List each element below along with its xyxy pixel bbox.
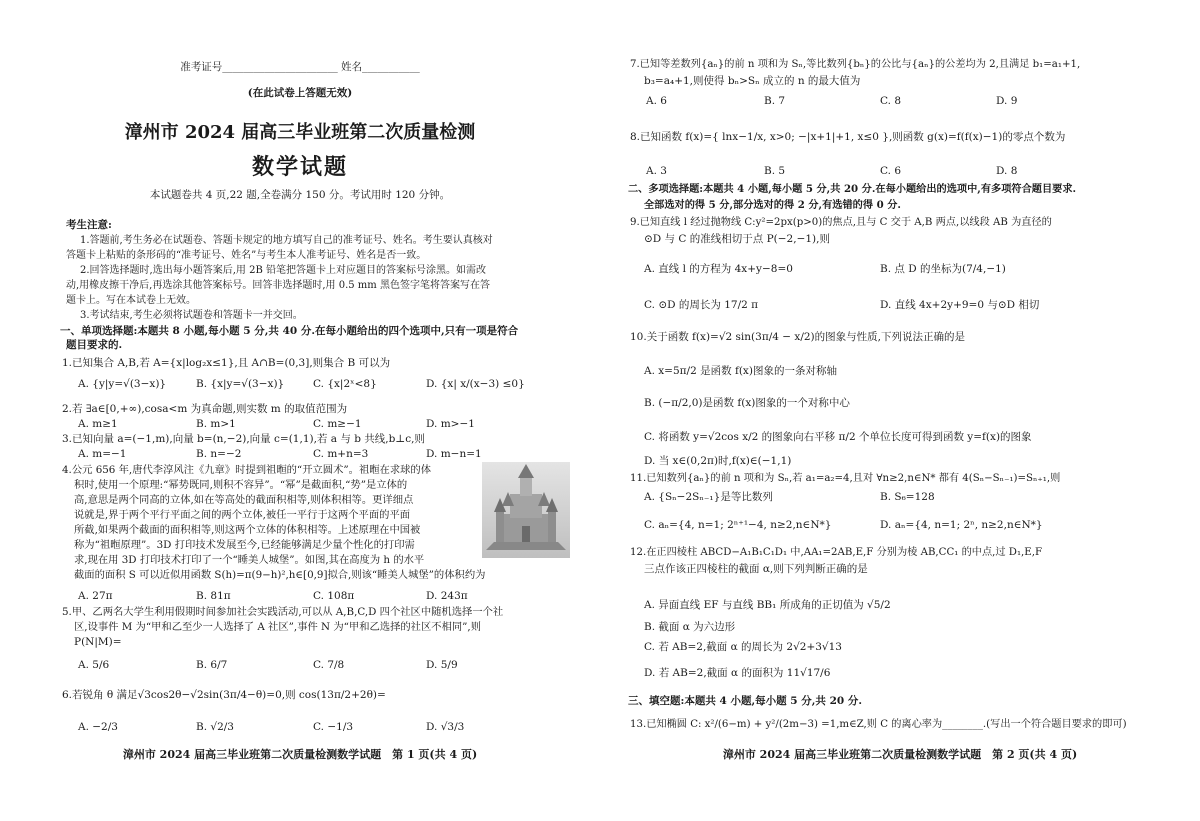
q9-option-c: C. ⊙D 的周长为 17/2 π bbox=[644, 299, 759, 311]
q3-option-d: D. m−n=1 bbox=[426, 448, 482, 460]
question-12-line: 12.在正四棱柱 ABCD−A₁B₁C₁D₁ 中,AA₁=2AB,E,F 分别为棱 AB,CC₁ 的中点,过 D₁,E,F bbox=[630, 547, 1043, 558]
page-2-footer: 漳州市 2024 届高三毕业班第二次质量检测数学试题 第 2 页(共 4 页) bbox=[722, 748, 1078, 761]
q12-option-d: D. 若 AB=2,截面 α 的面积为 11√17/6 bbox=[644, 667, 831, 679]
section-2-heading: 二、多项选择题:本题共 4 小题,每小题 5 分,共 20 分.在每小题给出的选项中,有多项符合题目要求. bbox=[628, 183, 1077, 195]
question-1: 1.已知集合 A,B,若 A={x|log₂x≤1},且 A∩B=(0,3],则集合 B 可以为 bbox=[62, 357, 391, 369]
q1-option-b: B. {x|y=√(3−x)} bbox=[196, 378, 285, 390]
q12-option-a: A. 异面直线 EF 与直线 BB₁ 所成角的正切值为 √5/2 bbox=[644, 599, 891, 611]
q12-option-b: B. 截面 α 为六边形 bbox=[644, 621, 736, 633]
attention-line: 题卡上。写在本试卷上无效。 bbox=[66, 295, 196, 306]
q10-option-a: A. x=5π/2 是函数 f(x)图象的一条对称轴 bbox=[644, 365, 837, 377]
q5-option-a: A. 5/6 bbox=[78, 659, 110, 671]
q10-option-c: C. 将函数 y=√2cos x/2 的图象向右平移 π/2 个单位长度可得到函数 y=f(x)的图象 bbox=[644, 431, 1032, 443]
attention-line: 2.回答选择题时,选出每小题答案后,用 2B 铅笔把答题卡上对应题目的答案标号涂黑。如需改 bbox=[80, 265, 486, 276]
attention-line: 3.考试结束,考生必须将试题卷和答题卡一并交回。 bbox=[80, 310, 303, 321]
q1-option-c: C. {x|2ˣ<8} bbox=[313, 378, 377, 390]
section-2-heading-cont: 全部选对的得 5 分,部分选对的得 2 分,有选错的得 0 分. bbox=[644, 199, 901, 211]
q8-option-c: C. 6 bbox=[880, 165, 902, 177]
q8-option-b: B. 5 bbox=[764, 165, 786, 177]
q2-option-b: B. m>1 bbox=[196, 418, 236, 430]
q3-option-a: A. m=−1 bbox=[78, 448, 127, 460]
page-1-footer: 漳州市 2024 届高三毕业班第二次质量检测数学试题 第 1 页(共 4 页) bbox=[122, 748, 478, 761]
question-7-line: 7.已知等差数列{aₙ}的前 n 项和为 Sₙ,等比数列{bₙ}的公比与{aₙ}的公差均为 2,且满足 b₁=a₁+1, bbox=[630, 59, 1081, 70]
q6-option-b: B. √2/3 bbox=[196, 721, 234, 733]
question-8: 8.已知函数 f(x)={ lnx−1/x, x>0; −|x+1|+1, x≤0 },则函数 g(x)=f(f(x)−1)的零点个数为 bbox=[630, 131, 1066, 143]
q1-option-d: D. {x| x/(x−3) ≤0} bbox=[426, 378, 525, 390]
attention-heading: 考生注意: bbox=[66, 219, 112, 231]
question-3: 3.已知向量 a=(−1,m),向量 b=(n,−2),向量 c=(1,1),若 a 与 b 共线,b⊥c,则 bbox=[62, 433, 425, 445]
q10-option-b: B. (−π/2,0)是函数 f(x)图象的一个对称中心 bbox=[644, 397, 850, 409]
question-4-line: 说就是,界于两个平行平面之间的两个立体,被任一平行于这两个平面的平面 bbox=[74, 509, 411, 521]
question-2: 2.若 ∃a∈[0,+∞),cosa<m 为真命题,则实数 m 的取值范围为 bbox=[62, 403, 348, 415]
attention-line: 答题卡上粘贴的条形码的“准考证号、姓名”与考生本人准考证号、姓名是否一致。 bbox=[66, 250, 427, 261]
q1-option-a: A. {y|y=√(3−x)} bbox=[78, 378, 167, 390]
q10-option-d: D. 当 x∈(0,2π)时,f(x)∈(−1,1) bbox=[644, 455, 792, 467]
question-4-line: 求,现在用 3D 打印技术打印了一个“睡美人城堡”。如图,其在高度为 h 的水平 bbox=[74, 554, 425, 566]
q11-option-a: A. {Sₙ−2Sₙ₋₁}是等比数列 bbox=[644, 491, 773, 503]
attention-line: 1.答题前,考生务必在试题卷、答题卡规定的地方填写自己的准考证号、姓名。考生要认真核对 bbox=[80, 235, 493, 246]
q4-option-a: A. 27π bbox=[78, 590, 113, 602]
q2-option-c: C. m≥−1 bbox=[313, 418, 362, 430]
question-10: 10.关于函数 f(x)=√2 sin(3π/4 − x/2)的图象与性质,下列说法正确的是 bbox=[630, 331, 965, 343]
q6-option-c: C. −1/3 bbox=[313, 721, 354, 733]
q2-option-d: D. m>−1 bbox=[426, 418, 475, 430]
q5-option-c: C. 7/8 bbox=[313, 659, 345, 671]
q5-option-d: D. 5/9 bbox=[426, 659, 458, 671]
question-5-line: 5.甲、乙两名大学生利用假期时间参加社会实践活动,可以从 A,B,C,D 四个社区中随机选择一个社 bbox=[62, 606, 504, 618]
exam-title: 漳州市 2024 届高三毕业班第二次质量检测 bbox=[124, 122, 476, 143]
q5-option-b: B. 6/7 bbox=[196, 659, 228, 671]
page-2 bbox=[600, 0, 1200, 821]
question-9-line: ⊙D 与 C 的准线相切于点 P(−2,−1),则 bbox=[644, 233, 830, 245]
exam-info: 本试题卷共 4 页,22 题,全卷满分 150 分。考试用时 120 分钟。 bbox=[149, 189, 451, 201]
question-12-line: 三点作该正四棱柱的截面 α,则下列判断正确的是 bbox=[644, 563, 868, 575]
subject-title: 数学试题 bbox=[251, 154, 348, 180]
q12-option-c: C. 若 AB=2,截面 α 的周长为 2√2+3√13 bbox=[644, 641, 842, 653]
q7-option-b: B. 7 bbox=[764, 95, 786, 107]
q4-option-b: B. 81π bbox=[196, 590, 231, 602]
q6-option-d: D. √3/3 bbox=[426, 721, 465, 733]
section-1-heading: 一、单项选择题:本题共 8 小题,每小题 5 分,共 40 分.在每小题给出的四个选项中,只有一项是符合 bbox=[60, 325, 519, 337]
question-6: 6.若锐角 θ 满足√3cos2θ−√2sin(3π/4−θ)=0,则 cos(13π/2+2θ)= bbox=[62, 689, 386, 701]
question-5-line: P(N|M)= bbox=[74, 636, 122, 648]
castle-figure bbox=[482, 462, 570, 558]
section-1-heading-cont: 题目要求的. bbox=[66, 339, 123, 351]
q3-option-c: C. m+n=3 bbox=[313, 448, 369, 460]
q4-option-d: D. 243π bbox=[426, 590, 468, 602]
no-answer-notice: (在此试卷上答题无效) bbox=[247, 87, 353, 99]
q8-option-d: D. 8 bbox=[996, 165, 1018, 177]
question-4-line: 称为“祖暅原理”。3D 打印技术发展至今,已经能够满足少量个性化的打印需 bbox=[74, 539, 415, 551]
q6-option-a: A. −2/3 bbox=[78, 721, 118, 733]
q7-option-d: D. 9 bbox=[996, 95, 1018, 107]
section-3-heading: 三、填空题:本题共 4 小题,每小题 5 分,共 20 分. bbox=[628, 695, 862, 707]
question-4-line: 积时,使用一个原理:“幂势既同,则积不容异”。“幂”是截面积,“势”是立体的 bbox=[74, 479, 408, 491]
q9-option-b: B. 点 D 的坐标为(7/4,−1) bbox=[880, 263, 1006, 275]
question-4-line: 截面的面积 S 可以近似用函数 S(h)=π(9−h)²,h∈[0,9]拟合,则该“睡美人城堡”的体积约为 bbox=[74, 569, 486, 581]
q3-option-b: B. n=−2 bbox=[196, 448, 242, 460]
castle-icon bbox=[482, 462, 570, 558]
q7-option-a: A. 6 bbox=[646, 95, 667, 107]
question-7-line: b₃=a₄+1,则使得 bₙ>Sₙ 成立的 n 的最大值为 bbox=[644, 75, 861, 87]
exam-number-name-line: 准考证号______________________ 姓名___________ bbox=[180, 61, 420, 73]
q11-option-c: C. aₙ={4, n=1; 2ⁿ⁺¹−4, n≥2,n∈N*} bbox=[644, 519, 832, 531]
question-9-line: 9.已知直线 l 经过抛物线 C:y²=2px(p>0)的焦点,且与 C 交于 A,B 两点,以线段 AB 为直径的 bbox=[630, 217, 1052, 228]
q9-option-d: D. 直线 4x+2y+9=0 与⊙D 相切 bbox=[880, 299, 1040, 311]
question-4-line: 高,意思是两个同高的立体,如在等高处的截面积相等,则体积相等。更详细点 bbox=[74, 494, 414, 506]
question-4-line: 所截,如果两个截面的面积相等,则这两个立体的体积相等。上述原理在中国被 bbox=[74, 524, 421, 536]
q7-option-c: C. 8 bbox=[880, 95, 902, 107]
question-11: 11.已知数列{aₙ}的前 n 项和为 Sₙ,若 a₁=a₂=4,且对 ∀n≥2,n∈N* 都有 4(Sₙ−Sₙ₋₁)=Sₙ₊₁,则 bbox=[630, 473, 1061, 484]
q11-option-b: B. S₆=128 bbox=[880, 491, 935, 503]
question-13: 13.已知椭圆 C: x²/(6−m) + y²/(2m−3) =1,m∈Z,则 C 的离心率为________.(写出一个符合题目要求的即可) bbox=[630, 719, 1127, 730]
q4-option-c: C. 108π bbox=[313, 590, 355, 602]
q8-option-a: A. 3 bbox=[646, 165, 667, 177]
q9-option-a: A. 直线 l 的方程为 4x+y−8=0 bbox=[644, 263, 793, 275]
q2-option-a: A. m≥1 bbox=[78, 418, 118, 430]
q11-option-d: D. aₙ={4, n=1; 2ⁿ, n≥2,n∈N*} bbox=[880, 519, 1043, 531]
question-4-line: 4.公元 656 年,唐代李淳风注《九章》时提到祖暅的“开立圆术”。祖暅在求球的体 bbox=[62, 464, 432, 476]
attention-line: 动,用橡皮擦干净后,再选涂其他答案标号。回答非选择题时,用 0.5 mm 黑色签字笔将答案写在答 bbox=[66, 280, 490, 291]
question-5-line: 区,设事件 M 为“甲和乙至少一人选择了 A 社区”,事件 N 为“甲和乙选择的社区不相同”,则 bbox=[74, 621, 482, 633]
